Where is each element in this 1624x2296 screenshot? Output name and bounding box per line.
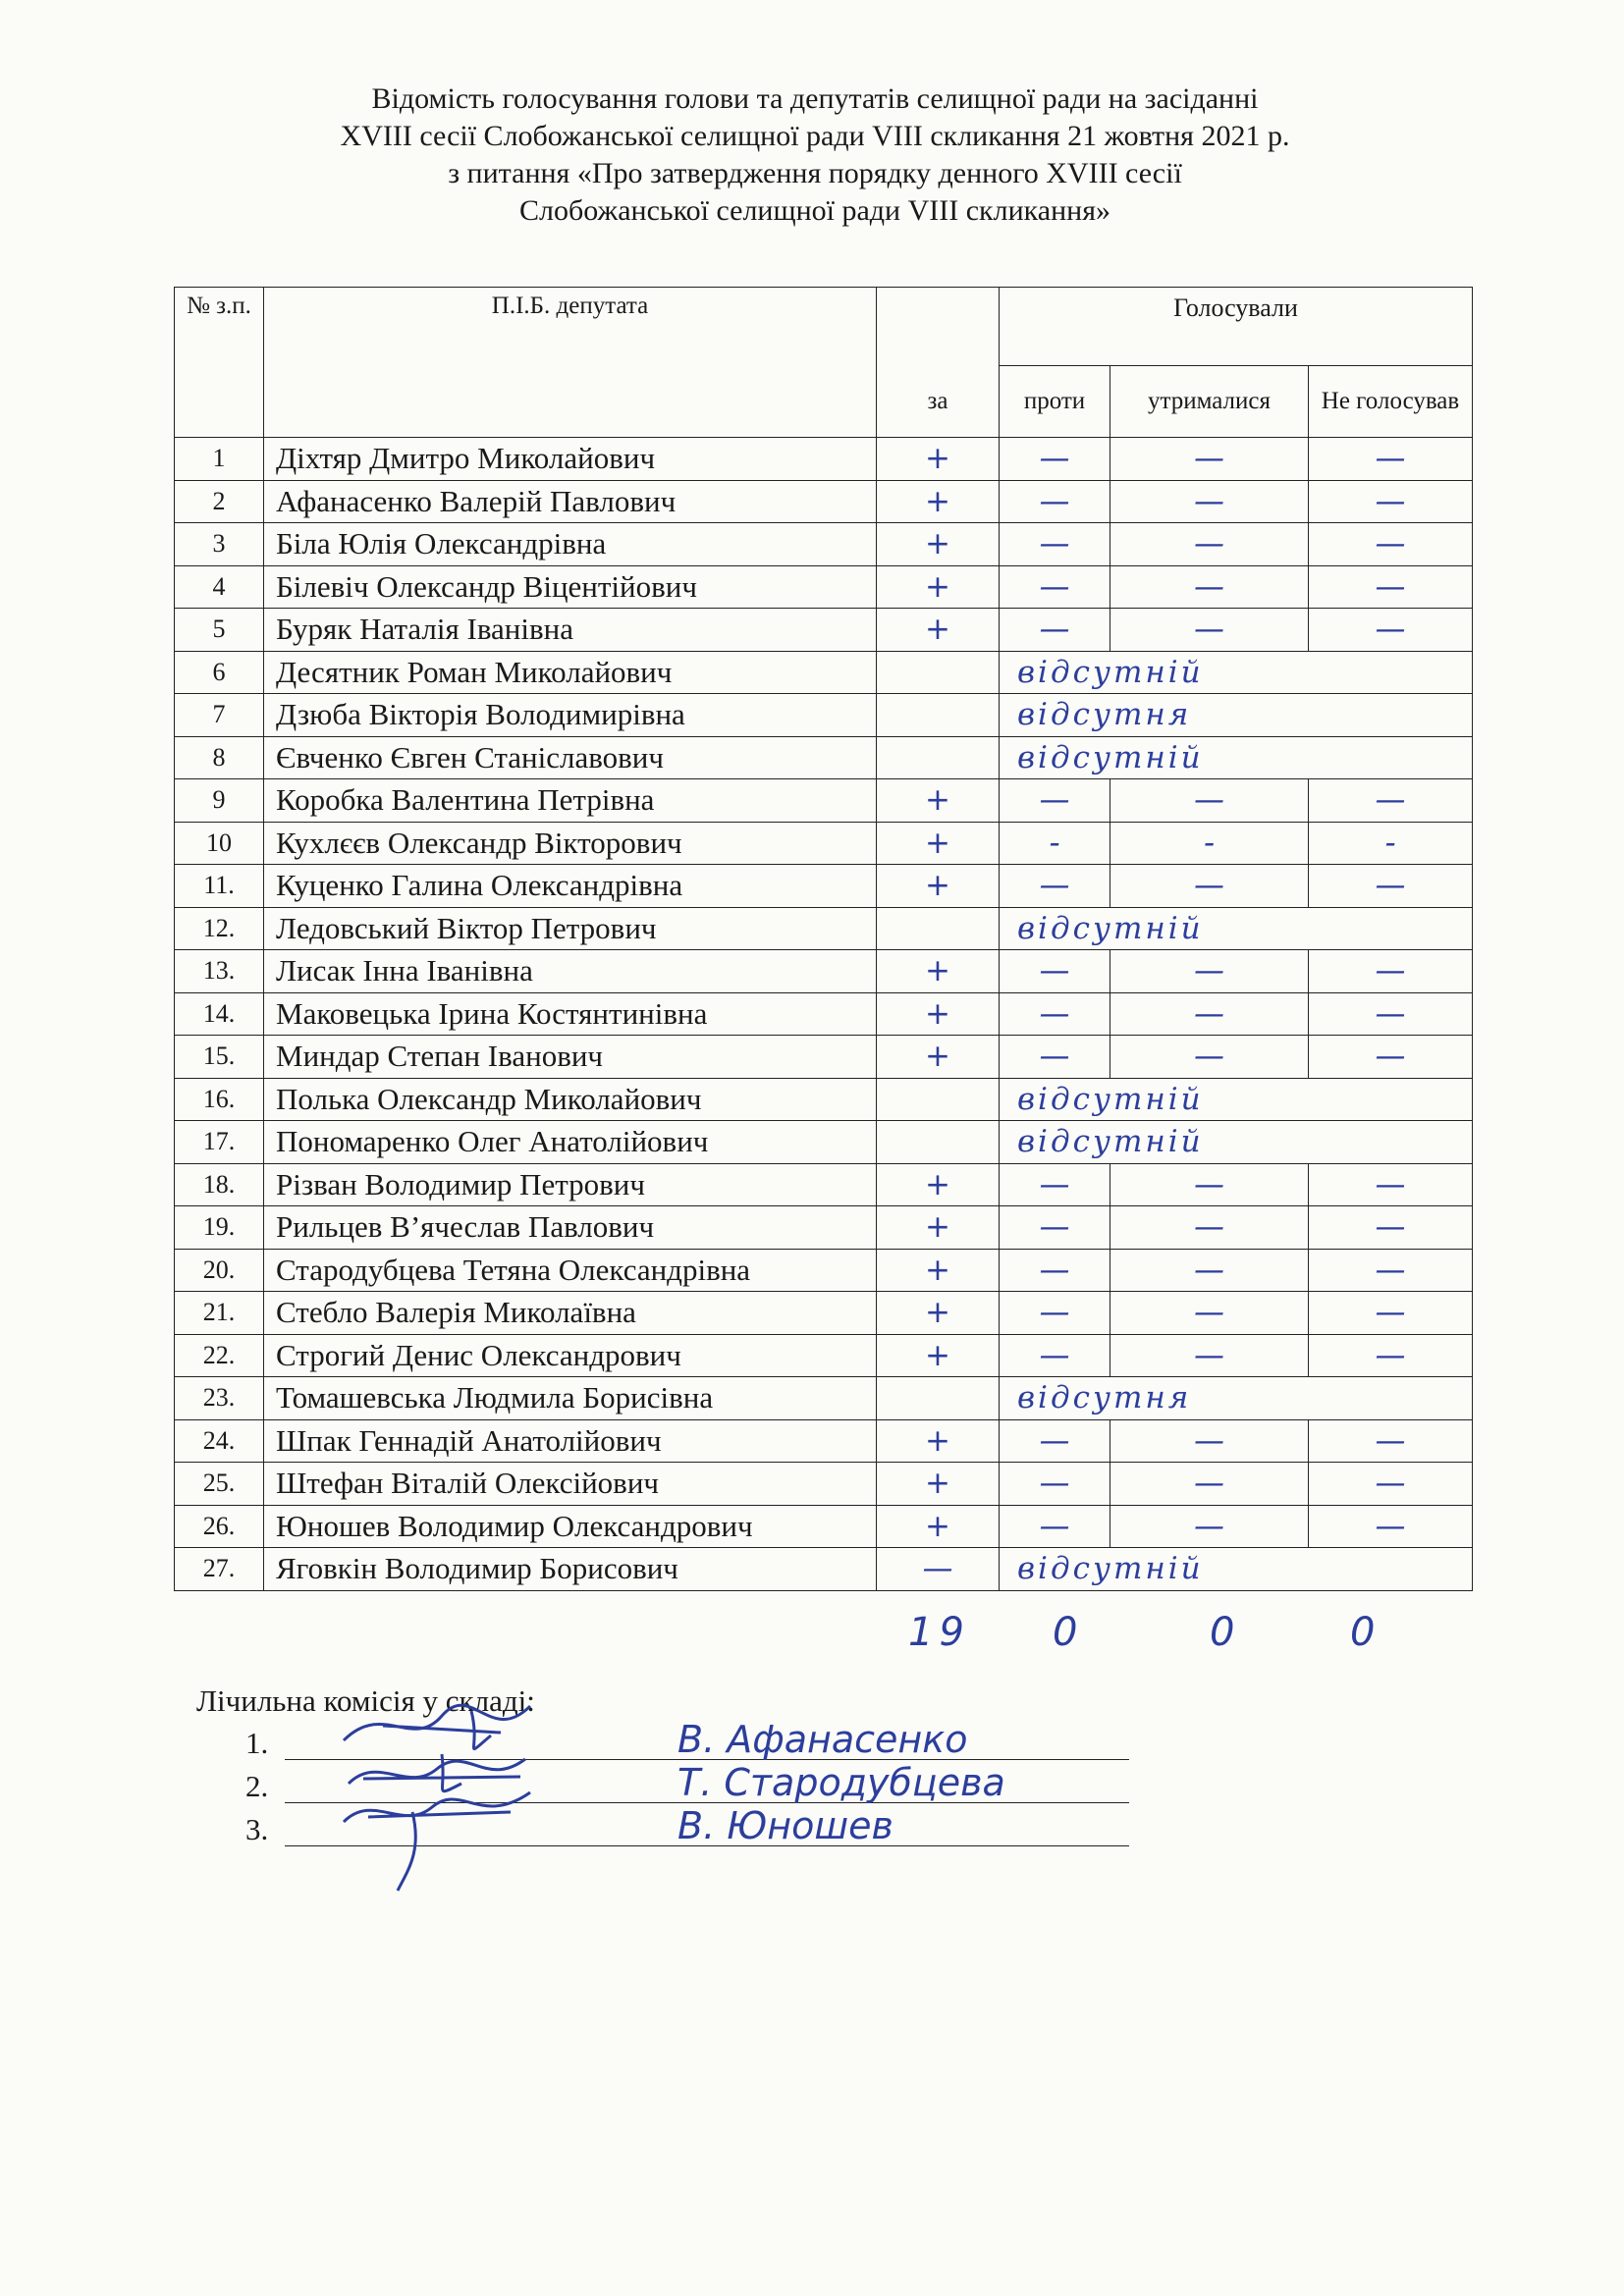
voting-table xyxy=(174,287,1473,1591)
table-row xyxy=(175,523,1473,566)
commission-label: Лічильна комісія у складі: xyxy=(196,1683,535,1718)
vote-against: — xyxy=(1000,1505,1110,1548)
member-name: В. Юношев xyxy=(677,1804,893,1847)
deputy-name: Рильцев В’ячеслав Павлович xyxy=(264,1206,877,1250)
vote-against: — xyxy=(1000,865,1110,908)
deputy-name: Лисак Інна Іванівна xyxy=(264,950,877,993)
deputy-name: Юношев Володимир Олександрович xyxy=(264,1505,877,1548)
total-not-voted: 0 xyxy=(1350,1610,1381,1655)
col-abstain-header: утрималися xyxy=(1110,366,1309,438)
row-number: 14. xyxy=(175,992,264,1036)
table-row xyxy=(175,1078,1473,1121)
vote-for xyxy=(877,694,1000,737)
absent-note: відсутній xyxy=(1000,1078,1473,1121)
header-line-3: з питання «Про затвердження порядку денного XVIII сесії xyxy=(448,157,1182,189)
vote-abstain: — xyxy=(1110,523,1309,566)
deputy-name: Стебло Валерія Миколаївна xyxy=(264,1292,877,1335)
col-not-voted-header: Не голосував xyxy=(1309,366,1473,438)
vote-totals xyxy=(0,1610,1624,1659)
vote-abstain: — xyxy=(1110,1292,1309,1335)
row-number: 21. xyxy=(175,1292,264,1335)
col-number-header: № з.п. xyxy=(175,288,264,438)
vote-against: — xyxy=(1000,1419,1110,1463)
table-row xyxy=(175,694,1473,737)
deputy-name: Пономаренко Олег Анатолійович xyxy=(264,1121,877,1164)
absent-note: відсутня xyxy=(1000,694,1473,737)
vote-for xyxy=(877,1121,1000,1164)
total-for: 19 xyxy=(908,1610,970,1655)
vote-for: + xyxy=(877,1419,1000,1463)
vote-against: — xyxy=(1000,1163,1110,1206)
table-row xyxy=(175,907,1473,950)
vote-not-voted: — xyxy=(1309,438,1473,481)
col-voted-header: Голосували xyxy=(1000,288,1473,366)
vote-abstain: — xyxy=(1110,1334,1309,1377)
vote-not-voted: — xyxy=(1309,1334,1473,1377)
table-row xyxy=(175,1548,1473,1591)
vote-against: - xyxy=(1000,822,1110,865)
row-number: 26. xyxy=(175,1505,264,1548)
vote-abstain: — xyxy=(1110,480,1309,523)
row-number: 27. xyxy=(175,1548,264,1591)
deputy-name: Томашевська Людмила Борисівна xyxy=(264,1377,877,1420)
table-row xyxy=(175,1121,1473,1164)
absent-note: відсутній xyxy=(1000,1548,1473,1591)
member-name: В. Афанасенко xyxy=(677,1718,968,1761)
absent-note: відсутній xyxy=(1000,651,1473,694)
row-number: 20. xyxy=(175,1249,264,1292)
vote-abstain: — xyxy=(1110,865,1309,908)
col-for-top xyxy=(877,288,1000,366)
vote-for: + xyxy=(877,1334,1000,1377)
vote-abstain: — xyxy=(1110,438,1309,481)
vote-for: + xyxy=(877,992,1000,1036)
deputy-name: Євченко Євген Станіславович xyxy=(264,736,877,779)
vote-against: — xyxy=(1000,779,1110,823)
vote-for: + xyxy=(877,565,1000,609)
deputy-name: Афанасенко Валерій Павлович xyxy=(264,480,877,523)
table-row xyxy=(175,1334,1473,1377)
vote-against: — xyxy=(1000,1292,1110,1335)
table-row xyxy=(175,865,1473,908)
table-row xyxy=(175,609,1473,652)
deputy-name: Дзюба Вікторія Володимирівна xyxy=(264,694,877,737)
vote-against: — xyxy=(1000,1249,1110,1292)
vote-for: + xyxy=(877,822,1000,865)
vote-not-voted: — xyxy=(1309,1292,1473,1335)
vote-abstain: — xyxy=(1110,1163,1309,1206)
vote-for: + xyxy=(877,865,1000,908)
row-number: 7 xyxy=(175,694,264,737)
vote-not-voted: — xyxy=(1309,523,1473,566)
vote-against: — xyxy=(1000,523,1110,566)
table-body xyxy=(175,438,1473,1591)
deputy-name: Полька Олександр Миколайович xyxy=(264,1078,877,1121)
vote-abstain: — xyxy=(1110,992,1309,1036)
table-row xyxy=(175,950,1473,993)
deputy-name: Куценко Галина Олександрівна xyxy=(264,865,877,908)
table-row xyxy=(175,1206,1473,1250)
table-row xyxy=(175,992,1473,1036)
deputy-name: Десятник Роман Миколайович xyxy=(264,651,877,694)
table-row xyxy=(175,1463,1473,1506)
vote-for: + xyxy=(877,1249,1000,1292)
vote-against: — xyxy=(1000,1334,1110,1377)
vote-against: — xyxy=(1000,950,1110,993)
total-abstain: 0 xyxy=(1210,1610,1241,1655)
vote-against: — xyxy=(1000,1463,1110,1506)
deputy-name: Кухлєєв Олександр Вікторович xyxy=(264,822,877,865)
vote-abstain: — xyxy=(1110,1463,1309,1506)
row-number: 11. xyxy=(175,865,264,908)
deputy-name: Яговкін Володимир Борисович xyxy=(264,1548,877,1591)
commission-member-3 xyxy=(245,1804,1178,1851)
member-name: Т. Стародубцева xyxy=(677,1761,1005,1804)
row-number: 19. xyxy=(175,1206,264,1250)
deputy-name: Буряк Наталія Іванівна xyxy=(264,609,877,652)
vote-against: — xyxy=(1000,565,1110,609)
member-number: 3. xyxy=(245,1812,269,1846)
vote-abstain: — xyxy=(1110,609,1309,652)
table-row xyxy=(175,565,1473,609)
vote-against: — xyxy=(1000,992,1110,1036)
document-header xyxy=(177,80,1453,230)
vote-not-voted: — xyxy=(1309,565,1473,609)
absent-note: відсутній xyxy=(1000,1121,1473,1164)
vote-not-voted: — xyxy=(1309,992,1473,1036)
table-row xyxy=(175,822,1473,865)
vote-for: + xyxy=(877,1292,1000,1335)
vote-for: — xyxy=(877,1548,1000,1591)
row-number: 2 xyxy=(175,480,264,523)
table-row xyxy=(175,1249,1473,1292)
header-line-2: XVIII сесії Слобожанської селищної ради VIII скликання 21 жовтня 2021 р. xyxy=(340,120,1290,152)
vote-for: + xyxy=(877,609,1000,652)
row-number: 8 xyxy=(175,736,264,779)
vote-for: + xyxy=(877,438,1000,481)
table-row xyxy=(175,1419,1473,1463)
deputy-name: Діхтяр Дмитро Миколайович xyxy=(264,438,877,481)
vote-against: — xyxy=(1000,609,1110,652)
vote-abstain: - xyxy=(1110,822,1309,865)
table-row xyxy=(175,438,1473,481)
vote-for xyxy=(877,651,1000,694)
deputy-name: Маковецька Ірина Костянтинівна xyxy=(264,992,877,1036)
vote-not-voted: — xyxy=(1309,1036,1473,1079)
vote-not-voted: — xyxy=(1309,1249,1473,1292)
row-number: 22. xyxy=(175,1334,264,1377)
deputy-name: Ледовський Віктор Петрович xyxy=(264,907,877,950)
member-number: 1. xyxy=(245,1726,269,1760)
total-against: 0 xyxy=(1053,1610,1084,1655)
deputy-name: Білевіч Олександр Віцентійович xyxy=(264,565,877,609)
col-name-header: П.І.Б. депутата xyxy=(264,288,877,438)
vote-not-voted: — xyxy=(1309,1163,1473,1206)
vote-for: + xyxy=(877,1206,1000,1250)
vote-abstain: — xyxy=(1110,950,1309,993)
table-row xyxy=(175,736,1473,779)
vote-not-voted: — xyxy=(1309,1419,1473,1463)
deputy-name: Коробка Валентина Петрівна xyxy=(264,779,877,823)
vote-not-voted: — xyxy=(1309,609,1473,652)
row-number: 15. xyxy=(175,1036,264,1079)
table-row xyxy=(175,1292,1473,1335)
vote-not-voted: — xyxy=(1309,779,1473,823)
vote-not-voted: — xyxy=(1309,480,1473,523)
vote-abstain: — xyxy=(1110,1206,1309,1250)
vote-for xyxy=(877,736,1000,779)
member-number: 2. xyxy=(245,1769,269,1803)
row-number: 9 xyxy=(175,779,264,823)
table-row xyxy=(175,779,1473,823)
row-number: 25. xyxy=(175,1463,264,1506)
deputy-name: Шпак Геннадій Анатолійович xyxy=(264,1419,877,1463)
vote-abstain: — xyxy=(1110,1036,1309,1079)
row-number: 23. xyxy=(175,1377,264,1420)
vote-for xyxy=(877,907,1000,950)
row-number: 16. xyxy=(175,1078,264,1121)
vote-for: + xyxy=(877,779,1000,823)
vote-for: + xyxy=(877,1463,1000,1506)
table-row xyxy=(175,480,1473,523)
absent-note: відсутній xyxy=(1000,907,1473,950)
deputy-name: Миндар Степан Іванович xyxy=(264,1036,877,1079)
vote-not-voted: - xyxy=(1309,822,1473,865)
vote-not-voted: — xyxy=(1309,865,1473,908)
row-number: 24. xyxy=(175,1419,264,1463)
table-row xyxy=(175,1377,1473,1420)
absent-note: відсутня xyxy=(1000,1377,1473,1420)
table-row xyxy=(175,1036,1473,1079)
vote-for: + xyxy=(877,950,1000,993)
vote-for: + xyxy=(877,1163,1000,1206)
col-for-header: за xyxy=(877,366,1000,438)
vote-against: — xyxy=(1000,480,1110,523)
deputy-name: Різван Володимир Петрович xyxy=(264,1163,877,1206)
header-line-1: Відомість голосування голови та депутатів селищної ради на засіданні xyxy=(371,82,1259,115)
vote-not-voted: — xyxy=(1309,1206,1473,1250)
vote-not-voted: — xyxy=(1309,1505,1473,1548)
row-number: 3 xyxy=(175,523,264,566)
row-number: 18. xyxy=(175,1163,264,1206)
vote-for: + xyxy=(877,523,1000,566)
header-line-4: Слобожанської селищної ради VIII скликання» xyxy=(518,194,1111,227)
vote-not-voted: — xyxy=(1309,950,1473,993)
deputy-name: Штефан Віталій Олексійович xyxy=(264,1463,877,1506)
col-against-header: проти xyxy=(1000,366,1110,438)
deputy-name: Біла Юлія Олександрівна xyxy=(264,523,877,566)
row-number: 13. xyxy=(175,950,264,993)
table-row xyxy=(175,1163,1473,1206)
vote-for xyxy=(877,1078,1000,1121)
vote-for: + xyxy=(877,1505,1000,1548)
vote-abstain: — xyxy=(1110,779,1309,823)
table-row xyxy=(175,1505,1473,1548)
vote-for: + xyxy=(877,1036,1000,1079)
row-number: 1 xyxy=(175,438,264,481)
vote-abstain: — xyxy=(1110,565,1309,609)
row-number: 12. xyxy=(175,907,264,950)
vote-for xyxy=(877,1377,1000,1420)
vote-for: + xyxy=(877,480,1000,523)
table-row xyxy=(175,651,1473,694)
vote-abstain: — xyxy=(1110,1505,1309,1548)
vote-against: — xyxy=(1000,438,1110,481)
vote-abstain: — xyxy=(1110,1419,1309,1463)
row-number: 4 xyxy=(175,565,264,609)
deputy-name: Строгий Денис Олександрович xyxy=(264,1334,877,1377)
row-number: 6 xyxy=(175,651,264,694)
absent-note: відсутній xyxy=(1000,736,1473,779)
row-number: 10 xyxy=(175,822,264,865)
vote-against: — xyxy=(1000,1206,1110,1250)
vote-not-voted: — xyxy=(1309,1463,1473,1506)
vote-against: — xyxy=(1000,1036,1110,1079)
vote-abstain: — xyxy=(1110,1249,1309,1292)
signature-image xyxy=(324,1783,579,1900)
row-number: 5 xyxy=(175,609,264,652)
deputy-name: Стародубцева Тетяна Олександрівна xyxy=(264,1249,877,1292)
row-number: 17. xyxy=(175,1121,264,1164)
